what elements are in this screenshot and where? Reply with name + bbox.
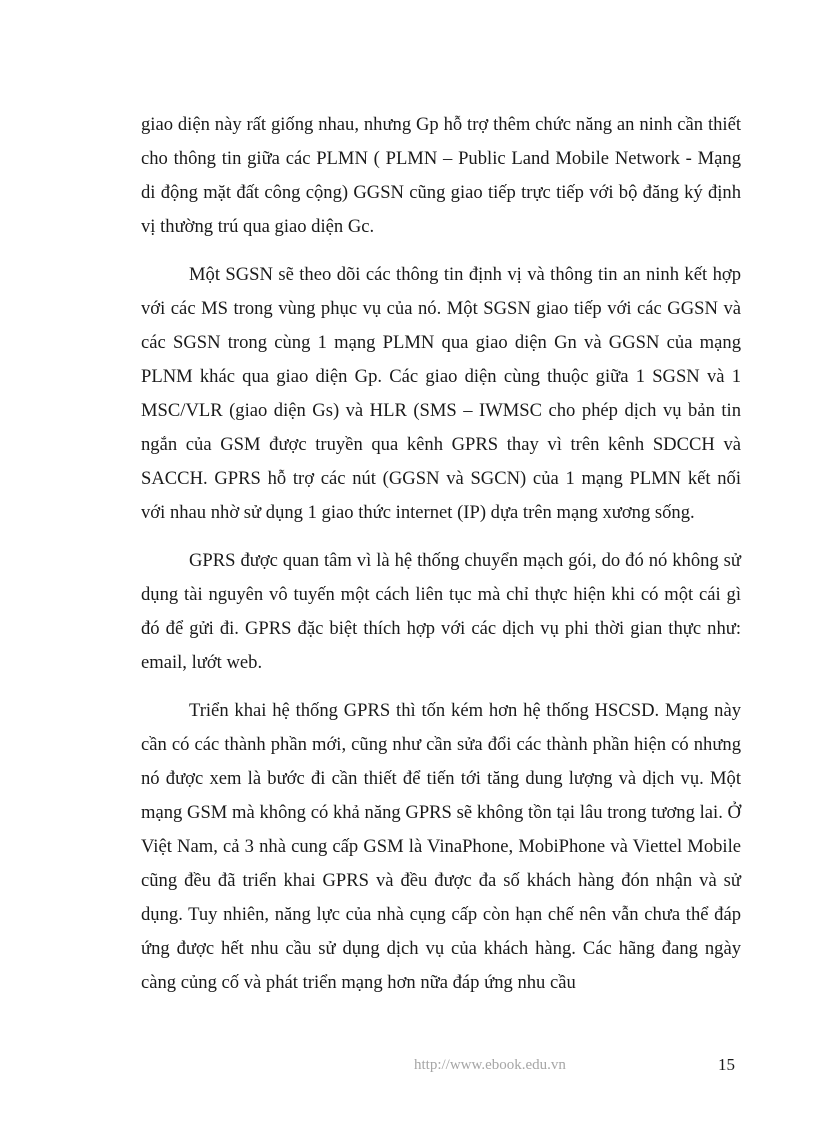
paragraph-2: Một SGSN sẽ theo dõi các thông tin định vị và thông tin an ninh kết hợp với các MS trong vùng phục vụ của nó. Một SGSN giao tiếp với các GGSN và các SGSN trong cùng 1 mạng PLMN qua giao diện Gn và GGSN của mạng PLNM khác qua giao diện Gp. Các giao diện cùng thuộc giữa 1 SGSN và 1 MSC/VLR (giao diện Gs) và HLR (SMS – IWMSC cho phép dịch vụ bản tin ngắn của GSM được truyền qua kênh GPRS thay vì trên kênh SDCCH và SACCH. GPRS hỗ trợ các nút (GGSN và SGCN) của 1 mạng PLMN kết nối với nhau nhờ sử dụng 1 giao thức internet (IP) dựa trên mạng xương sống. xyxy=(141,264,741,523)
body-text xyxy=(141,108,741,1014)
footer-url: http://www.ebook.edu.vn xyxy=(414,1057,566,1073)
page-number: 15 xyxy=(718,1055,735,1074)
paragraph-1: giao diện này rất giống nhau, nhưng Gp hỗ trợ thêm chức năng an ninh cần thiết cho thông tin giữa các PLMN ( PLMN – Public Land Mobile Network - Mạng di động mặt đất công cộng) GGSN cũng giao tiếp trực tiếp với bộ đăng ký định vị thường trú qua giao diện Gc. xyxy=(141,114,741,237)
paragraph-4: Triển khai hệ thống GPRS thì tốn kém hơn hệ thống HSCSD. Mạng này cần có các thành phần mới, cũng như cần sửa đổi các thành phần hiện có nhưng nó được xem là bước đi cần thiết để tiến tới tăng dung lượng và dịch vụ. Một mạng GSM mà không có khả năng GPRS sẽ không tồn tại lâu trong tương lai. Ở Việt Nam, cả 3 nhà cung cấp GSM là VinaPhone, MobiPhone và Viettel Mobile cũng đều đã triển khai GPRS và đều được đa số khách hàng đón nhận và sử dụng. Tuy nhiên, năng lực của nhà cụng cấp còn hạn chế nên vẫn chưa thể đáp ứng được hết nhu cầu sử dụng dịch vụ của khách hàng. Các hãng đang ngày càng củng cố và phát triển mạng hơn nữa đáp ứng nhu cầu xyxy=(141,700,741,993)
paragraph-3: GPRS được quan tâm vì là hệ thống chuyển mạch gói, do đó nó không sử dụng tài nguyên vô tuyến một cách liên tục mà chỉ thực hiện khi có một cái gì đó để gửi đi. GPRS đặc biệt thích hợp với các dịch vụ phi thời gian thực như: email, lướt web. xyxy=(141,550,741,673)
